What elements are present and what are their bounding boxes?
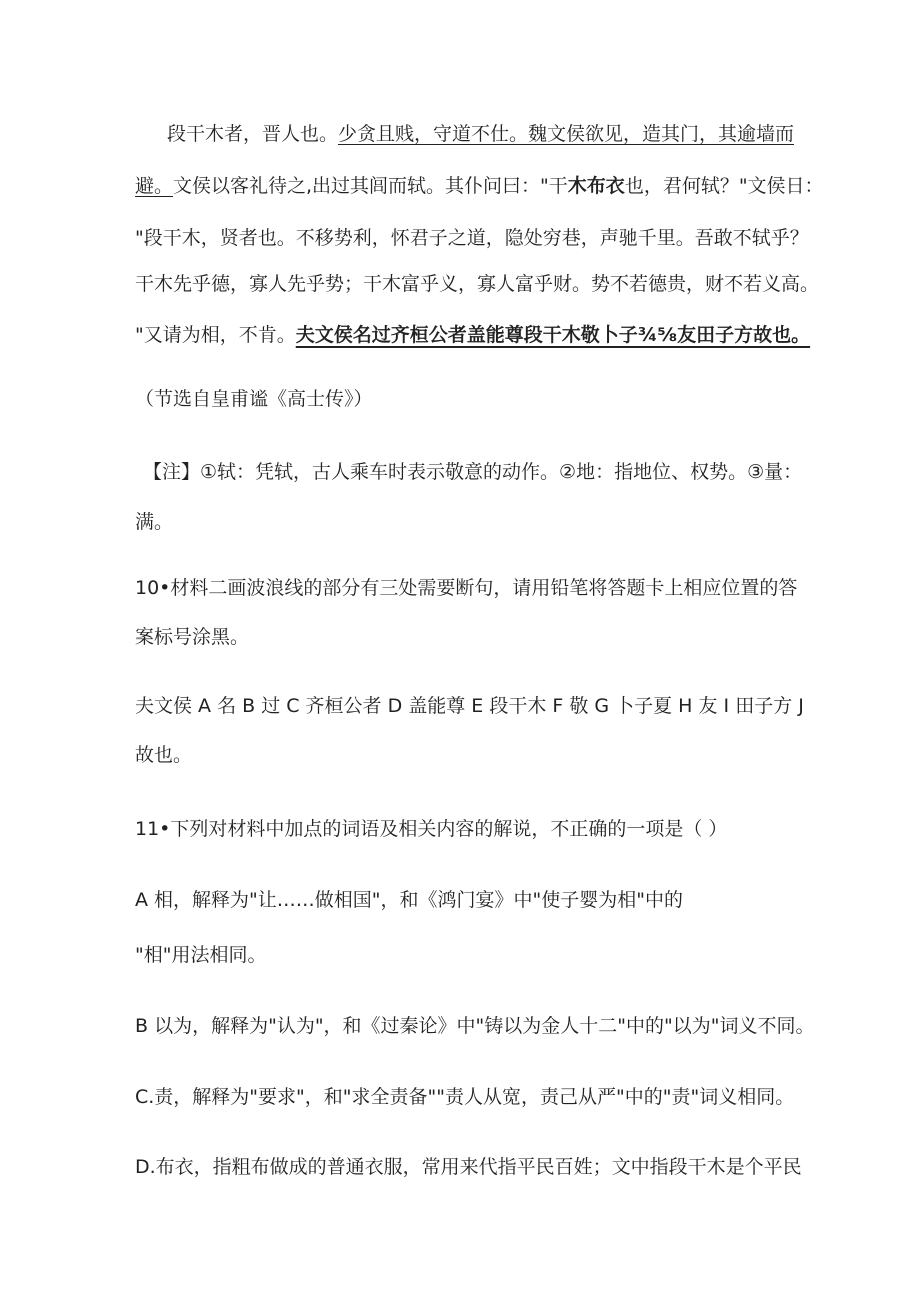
option-a-line-2: "相"用法相同。 (135, 944, 267, 966)
passage-line-1 (167, 120, 794, 148)
passage-line-5 (135, 321, 810, 349)
question-10-line-1: 10•材料二画波浪线的部分有三处需要断句，请用铅笔将答题卡上相应位置的答 (135, 577, 798, 599)
question-10-options-line-1: 夫文侯 A 名 B 过 C 齐桓公者 D 盖能尊 E 段干木 F 敬 G 卜子夏 H 友 I 田子方 J (135, 695, 804, 717)
question-10-options-line-2: 故也。 (135, 744, 193, 766)
option-a-line-1: A 相，解释为"让……做相国"，和《鸿门宴》中"使子婴为相"中的 (135, 889, 683, 911)
passage-line-4: 干木先乎德，寡人先乎势；干木富乎义，寡人富乎财。势不若德贵，财不若义高。 (135, 273, 820, 295)
passage-text: "又请为相，不肯。 (135, 324, 296, 346)
underlined-text: 避。 (135, 175, 174, 197)
option-d: D.布衣，指粗布做成的普通衣服，常用来代指平民百姓；文中指段干木是个平民 (135, 1156, 802, 1178)
passage-text: 也，君何轼？"文侯日： (624, 175, 824, 197)
option-c: C.责，解释为"要求"，和"求全责备""责人从宽，责己从严"中的"责"词义相同。 (135, 1086, 795, 1108)
note-line-2: 满。 (135, 511, 174, 533)
source-citation: （节选自皇甫谧《高士传》） (135, 388, 373, 410)
passage-text: 段干木者，晋人也。 (167, 123, 339, 145)
underlined-text: 少贪且贱，守道不仕。魏文侯欲见，造其门，其逾墙而 (338, 123, 795, 145)
passage-line-2 (135, 172, 824, 200)
question-11-stem: 11•下列对材料中加点的词语及相关内容的解说，不正确的一项是（ ） (135, 818, 728, 840)
passage-line-3: "段干木，贤者也。不移势利，怀君子之道，隐处穷巷，声驰千里。吾敢不轼乎？ (135, 227, 809, 249)
note-line-1: 【注】①轼：凭轼，古人乘车时表示敬意的动作。②地：指地位、权势。③量： (143, 461, 803, 483)
bold-text: 木布衣 (567, 175, 625, 197)
passage-text: 文侯以客礼待之,出过其闾而轼。其仆问曰："干 (173, 175, 568, 197)
wavy-line-sentence: 夫文侯名过齐桓公者盖能尊段干木敬卜子¾⅝友田子方故也。 (295, 324, 811, 346)
option-b: B 以为，解释为"认为"，和《过秦论》中"铸以为金人十二"中的"以为"词义不同。 (135, 1015, 815, 1037)
question-10-line-2: 案标号涂黑。 (135, 626, 250, 648)
